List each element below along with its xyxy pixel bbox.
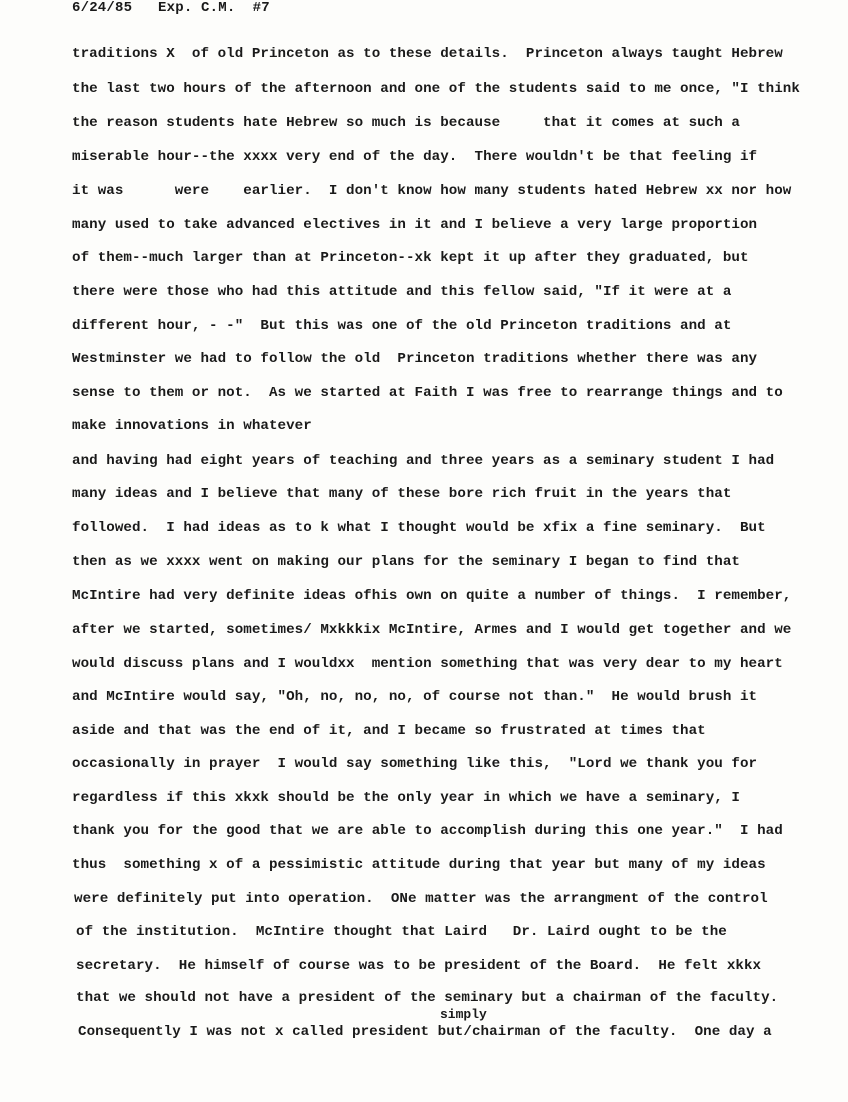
text-line: would discuss plans and I wouldxx mention something that was very dear to my heart (72, 656, 783, 672)
text-line: thank you for the good that we are able to accomplish during this one year." I had (72, 823, 783, 839)
text-line: sense to them or not. As we started at Faith I was free to rearrange things and to (72, 385, 783, 401)
text-line: miserable hour--the xxxx very end of the day. There wouldn't be that feeling if (72, 149, 758, 165)
interlinear-insertion: simply (440, 1007, 487, 1022)
text-line: many ideas and I believe that many of these bore rich fruit in the years that (72, 486, 732, 502)
text-line: followed. I had ideas as to k what I thought would be xfix a fine seminary. But (72, 520, 766, 536)
text-line: were definitely put into operation. ONe matter was the arrangment of the control (74, 891, 768, 907)
text-line: many used to take advanced electives in it and I believe a very large proportion (72, 217, 758, 233)
text-line: of the institution. McIntire thought that Laird Dr. Laird ought to be the (76, 924, 727, 940)
text-line: Consequently I was not x called president but/chairman of the faculty. One day a (78, 1024, 772, 1040)
text-line: secretary. He himself of course was to be president of the Board. He felt xkkx (76, 958, 762, 974)
text-line: there were those who had this attitude and this fellow said, "If it were at a (72, 284, 732, 300)
text-line: occasionally in prayer I would say something like this, "Lord we thank you for (72, 756, 758, 772)
text-line: Westminster we had to follow the old Princeton traditions whether there was any (72, 351, 758, 367)
text-line: it was were earlier. I don't know how many students hated Hebrew xx nor how (72, 183, 792, 199)
text-line: aside and that was the end of it, and I became so frustrated at times that (72, 723, 706, 739)
text-line: the last two hours of the afternoon and one of the students said to me once, "I think (72, 81, 800, 97)
text-line: different hour, - -" But this was one of the old Princeton traditions and at (72, 318, 732, 334)
text-line: that we should not have a president of the seminary but a chairman of the faculty. (76, 990, 779, 1006)
text-line: then as we xxxx went on making our plans for the seminary I began to find that (72, 554, 740, 570)
text-line: traditions X of old Princeton as to these details. Princeton always taught Hebrew (72, 46, 783, 62)
page-header: 6/24/85 Exp. C.M. #7 (72, 0, 270, 16)
text-line: and McIntire would say, "Oh, no, no, no, of course not than." He would brush it (72, 689, 758, 705)
text-line: regardless if this xkxk should be the only year in which we have a seminary, I (72, 790, 740, 806)
text-line: McIntire had very definite ideas ofhis own on quite a number of things. I remember, (72, 588, 792, 604)
text-line: the reason students hate Hebrew so much is because that it comes at such a (72, 115, 740, 131)
text-line: and having had eight years of teaching and three years as a seminary student I had (72, 453, 775, 469)
text-line: thus something x of a pessimistic attitude during that year but many of my ideas (72, 857, 766, 873)
text-line: of them--much larger than at Princeton--xk kept it up after they graduated, but (72, 250, 749, 266)
text-line: after we started, sometimes/ Mxkkkix McIntire, Armes and I would get together and we (72, 622, 792, 638)
text-line: make innovations in whatever (72, 418, 312, 434)
